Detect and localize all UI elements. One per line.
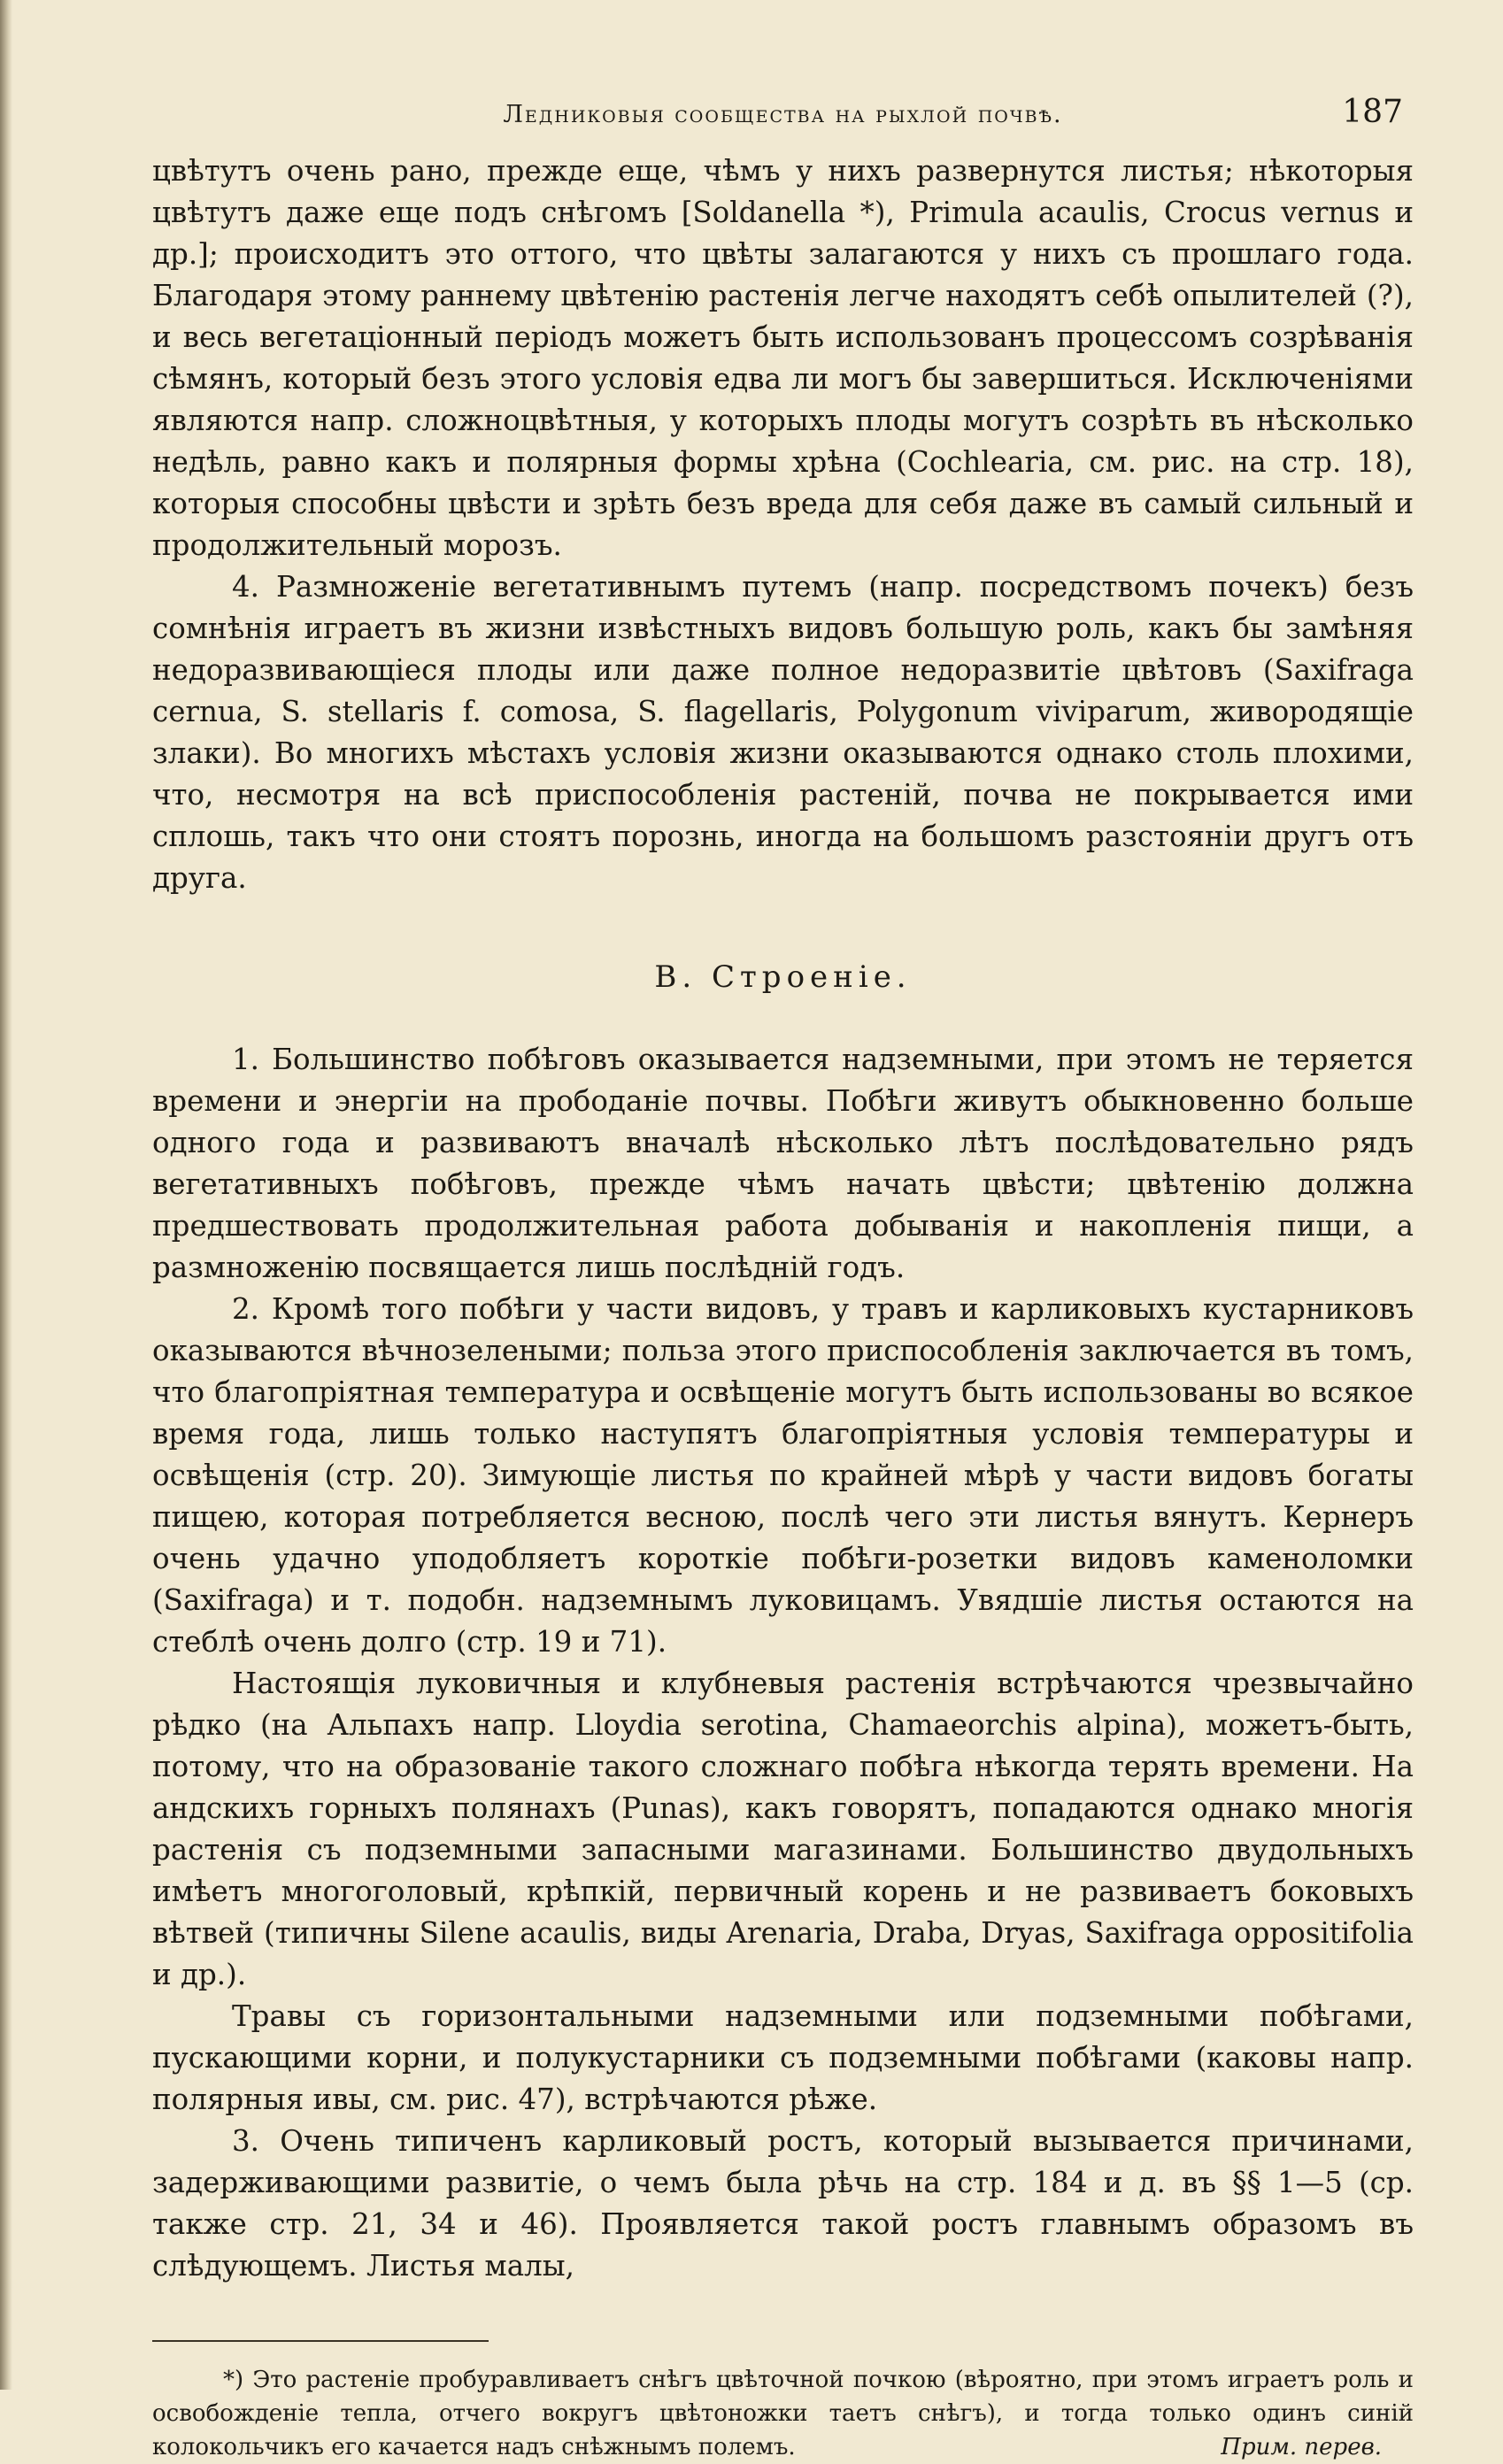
running-head-title: Ледниковыя сообщества на рыхлой почвѣ. [503,101,1063,128]
body-text [152,150,1414,2287]
section-heading: B. Строеніе. [654,959,912,995]
paragraph-evergreen: 2. Кромѣ того побѣги у части видовъ, у травъ и карликовыхъ кустарниковъ оказываются вѣчнозелеными; польза этого приспособленія заключается въ томъ, что благопріятная температура и освѣщеніе могутъ быть использованы во всякое время года, лишь только наступятъ благопріятныя условія температуры и освѣщенія (стр. 20). Зимующіе листья по крайней мѣрѣ у части видовъ богаты пищею, которая потребляется весною, послѣ чего эти листья вянутъ. Кернеръ очень удачно уподобляетъ короткіе побѣги-розетки видовъ каменоломки (Saxifraga) и т. подобн. надземнымъ луковицамъ. Увядшіе листья остаются на стеблѣ очень долго (стр. 19 и 71). [152,1292,1414,1659]
book-page [152,89,1414,2464]
paragraph-bulbous-plants: Настоящія луковичныя и клубневыя растенія встрѣчаются чрезвычайно рѣдко (на Альпахъ напр. Lloydia serotina, Chamaeorchis alpina), можетъ-быть, потому, что на образованіе такого сложнаго побѣга нѣкогда терять времени. На андскихъ горныхъ полянахъ (Punas), какъ говорятъ, попадаются однако многія растенія съ подземными запасными магазинами. Большинство двудольныхъ имѣетъ многоголовый, крѣпкій, первичный корень и не развиваетъ боковыхъ вѣтвей (типичны Silene acaulis, виды Arenaria, Draba, Dryas, Saxifraga oppositifolia и др.). [152,1667,1414,1991]
footnote-divider [152,2340,489,2342]
paragraph-horizontal-shoots: Травы съ горизонтальными надземными или подземными побѣгами, пускающими корни, и полукустарники съ подземными побѣгами (каковы напр. полярныя ивы, см. рис. 47), встрѣчаются рѣже. [152,1999,1414,2116]
paragraph-flowering: цвѣтутъ очень рано, прежде еще, чѣмъ у нихъ развернутся листья; нѣкоторыя цвѣтутъ даже еще подъ снѣгомъ [Soldanella *), Primula acaulis, Crocus vernus и др.]; происходитъ это оттого, что цвѣты залагаются у нихъ съ прошлаго года. Благодаря этому раннему цвѣтенію растенія легче находятъ себѣ опылителей (?), и весь вегетаціонный періодъ можетъ быть использованъ процессомъ созрѣванія сѣмянъ, который безъ этого условія едва ли могъ бы завершиться. Исключеніями являются напр. сложноцвѣтныя, у которыхъ плоды могутъ созрѣть въ нѣсколько недѣль, равно какъ и полярныя формы хрѣна (Cochlearia, см. рис. на стр. 18), которыя способны цвѣсти и зрѣть безъ вреда для себя даже въ самый сильный и продолжительный морозъ. [152,154,1414,562]
footnote-signature: Прим. перев. [1221,2434,1382,2460]
paragraph-dwarf-growth: 3. Очень типиченъ карликовый ростъ, который вызывается причинами, задерживающими развитіе, о чемъ была рѣчь на стр. 184 и д. въ §§ 1—5 (ср. также стр. 21, 34 и 46). Проявляется такой ростъ главнымъ образомъ въ слѣдующемъ. Листья малы, [152,2124,1414,2283]
footnote-text: *) Это растеніе пробуравливаетъ снѣгъ цвѣточной почкою (вѣроятно, при этомъ играетъ роль и освобожденіе тепла, отчего вокругъ цвѣтоножки таетъ снѣгъ), и тогда только одинъ синій колокольчикъ его качается надъ снѣжнымъ полемъ. [152,2367,1414,2460]
paragraph-vegetative-reproduction: 4. Размноженіе вегетативнымъ путемъ (напр. посредствомъ почекъ) безъ сомнѣнія играетъ въ жизни извѣстныхъ видовъ большую роль, какъ бы замѣняя недоразвивающіеся плоды или даже полное недоразвитіе цвѣтовъ (Saxifraga cernua, S. stellaris f. comosa, S. flagellaris, Polygonum viviparum, живородящіе злаки). Во многихъ мѣстахъ условія жизни оказываются однако столь плохими, что, несмотря на всѣ приспособленія растеній, почва не покрывается ими сплошь, такъ что они стоятъ порознь, иногда на большомъ разстояніи другъ отъ друга. [152,570,1414,895]
running-head [152,89,1414,150]
page-number: 187 [1342,94,1403,130]
paragraph-shoots-above-ground: 1. Большинство побѣговъ оказывается надземными, при этомъ не теряется времени и энергіи на прободаніе почвы. Побѣги живутъ обыкновенно больше одного года и развиваютъ вначалѣ нѣсколько лѣтъ послѣдовательно рядъ вегетативныхъ побѣговъ, прежде чѣмъ начать цвѣсти; цвѣтенію должна предшествовать продолжительная работа добыванія и накопленія пищи, а размноженію посвящается лишь послѣдній годъ. [152,1043,1414,1284]
footnote [152,2363,1414,2464]
page-binding-shadow [0,0,12,2390]
